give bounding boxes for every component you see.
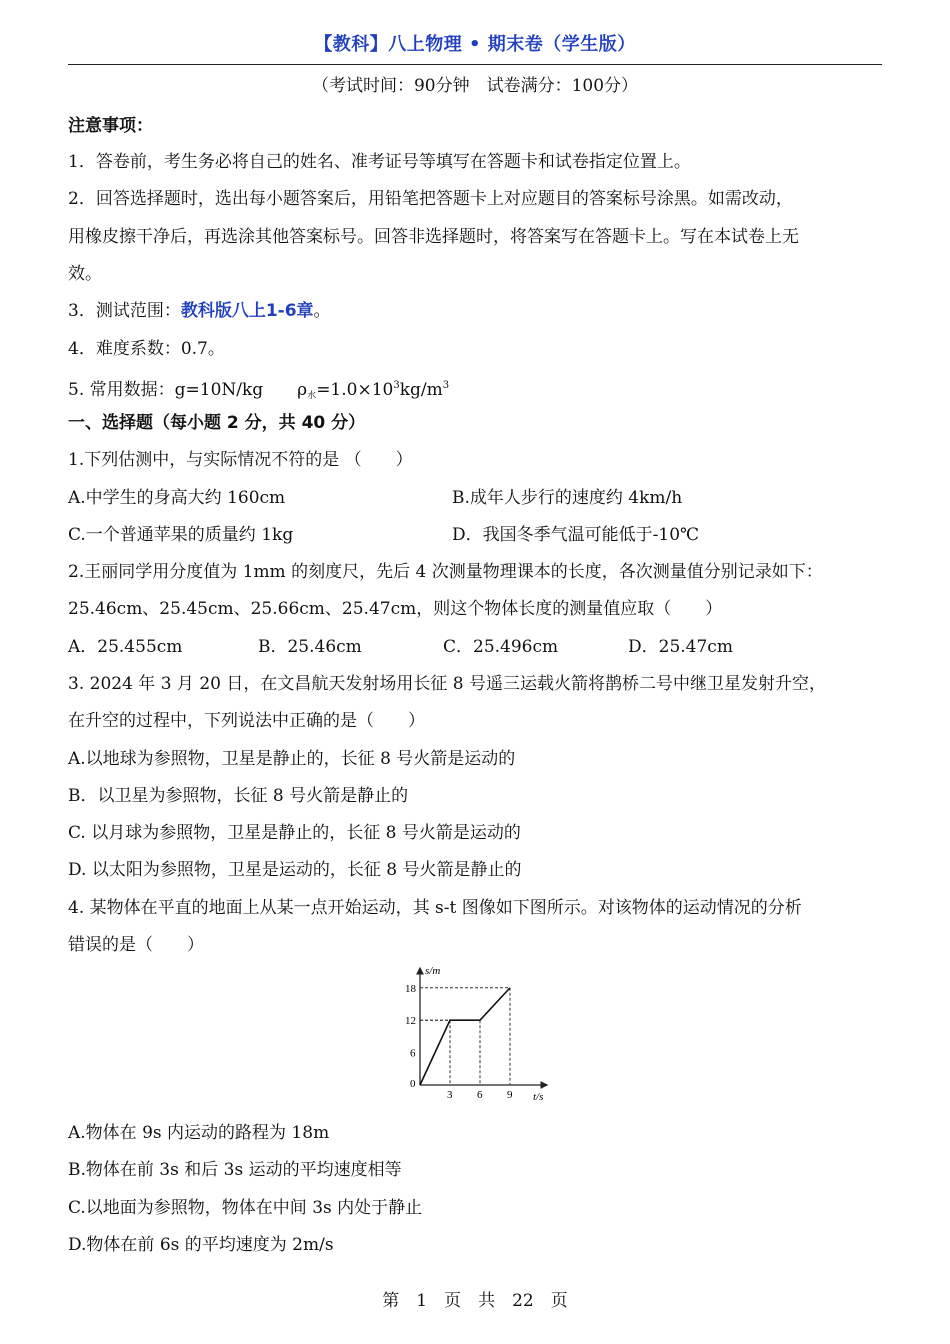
note-1: 1．答卷前，考生务必将自己的姓名、准考证号等填写在答题卡和试卷指定位置上。: [68, 152, 691, 172]
note-5-sup2: 3: [442, 380, 450, 391]
note-5-suffix: kg/m: [399, 380, 443, 400]
x-tick-label-3: 3: [447, 1089, 453, 1101]
x-tick-label-9: 9: [507, 1089, 513, 1101]
note-3: [68, 299, 331, 323]
s-t-chart: [395, 960, 565, 1105]
header-divider: [68, 64, 882, 65]
q2-option-d: D．25.47cm: [628, 637, 733, 657]
note-2-line-1: 2．回答选择题时，选出每小题答案后，用铅笔把答题卡上对应题目的答案标号涂黑。如需改动，: [68, 189, 793, 209]
q1-option-d: D．我国冬季气温可能低于-10℃: [452, 525, 700, 545]
x-axis-label: t/s: [533, 1091, 544, 1103]
q2-stem-line-1: 2.王丽同学用分度值为 1mm 的刻度尺，先后 4 次测量物理课本的长度，各次测量值分别记录如下：: [68, 562, 823, 582]
exam-info: （考试时间：90分钟 试卷满分：100分）: [311, 76, 639, 96]
q2-option-b: B．25.46cm: [258, 637, 362, 657]
q1-stem: 1.下列估测中，与实际情况不符的是 （ ）: [68, 450, 413, 470]
q2-option-a: A．25.455cm: [68, 637, 183, 657]
q1-option-a: A.中学生的身高大约 160cm: [68, 488, 286, 508]
note-5-prefix: 5. 常用数据：g=10N/kg ρ: [68, 380, 308, 400]
note-2-line-2: 用橡皮擦干净后，再选涂其他答案标号。回答非选择题时，将答案写在答题卡上。写在本试卷上无: [68, 227, 799, 247]
q1-option-c: C.一个普通苹果的质量约 1kg: [68, 525, 294, 545]
page-header-title: 【教科】八上物理 • 期末卷（学生版）: [314, 34, 636, 55]
q3-option-d: D. 以太阳为参照物，卫星是运动的，长征 8 号火箭是静止的: [68, 860, 522, 880]
section-1-heading: 一、选择题（每小题 2 分，共 40 分）: [68, 413, 366, 433]
note-2-line-3: 效。: [68, 264, 102, 284]
q4-stem-line-1: 4. 某物体在平直的地面上从某一点开始运动，其 s-t 图像如下图所示。对该物体的运动情况的分析: [68, 898, 802, 918]
q4-option-c: C.以地面为参照物，物体在中间 3s 内处于静止: [68, 1198, 423, 1218]
q4-option-a: A.物体在 9s 内运动的路程为 18m: [68, 1123, 330, 1143]
test-range: 教科版八上1-6章: [180, 301, 314, 321]
q3-stem-line-2: 在升空的过程中，下列说法中正确的是（ ）: [68, 711, 425, 731]
notes-heading: 注意事项：: [68, 116, 153, 136]
y-tick-label-12: 12: [405, 1015, 416, 1028]
x-tick-label-6: 6: [477, 1089, 483, 1101]
note-5: [68, 374, 449, 408]
q2-stem-line-2: 25.46cm、25.45cm、25.66cm、25.47cm，则这个物体长度的测量值应取（ ）: [68, 599, 723, 619]
note-4: 4．难度系数：0.7。: [68, 339, 225, 359]
q4-stem-line-2: 错误的是（ ）: [68, 935, 204, 955]
note-5-sub: 水: [307, 391, 317, 401]
y-axis-label: s/m: [425, 965, 441, 977]
x-tick-label-0: 0: [410, 1078, 416, 1090]
q1-option-b: B.成年人步行的速度约 4km/h: [452, 488, 683, 508]
q2-option-c: C．25.496cm: [443, 637, 559, 657]
note-3-prefix: 3．测试范围：: [68, 301, 181, 321]
y-tick-label-18: 18: [405, 982, 416, 995]
note-3-suffix: 。: [313, 301, 331, 321]
q3-option-b: B．以卫星为参照物，长征 8 号火箭是静止的: [68, 786, 409, 806]
q4-option-b: B.物体在前 3s 和后 3s 运动的平均速度相等: [68, 1160, 402, 1180]
q4-option-d: D.物体在前 6s 的平均速度为 2m/s: [68, 1235, 334, 1255]
y-tick-label-6: 6: [410, 1047, 416, 1060]
q3-option-a: A.以地球为参照物，卫星是静止的，长征 8 号火箭是运动的: [68, 749, 516, 769]
q3-stem-line-1: 3. 2024 年 3 月 20 日，在文昌航天发射场用长征 8 号遥三运载火箭将鹊桥二号中继卫星发射升空，: [68, 674, 826, 694]
note-5-sup: 3: [393, 380, 400, 391]
page-footer: 第 1 页 共 22 页: [382, 1291, 568, 1311]
data-line: [420, 988, 510, 1085]
note-5-mid: =1.0×10: [316, 380, 394, 400]
q3-option-c: C. 以月球为参照物，卫星是静止的，长征 8 号火箭是运动的: [68, 823, 521, 843]
